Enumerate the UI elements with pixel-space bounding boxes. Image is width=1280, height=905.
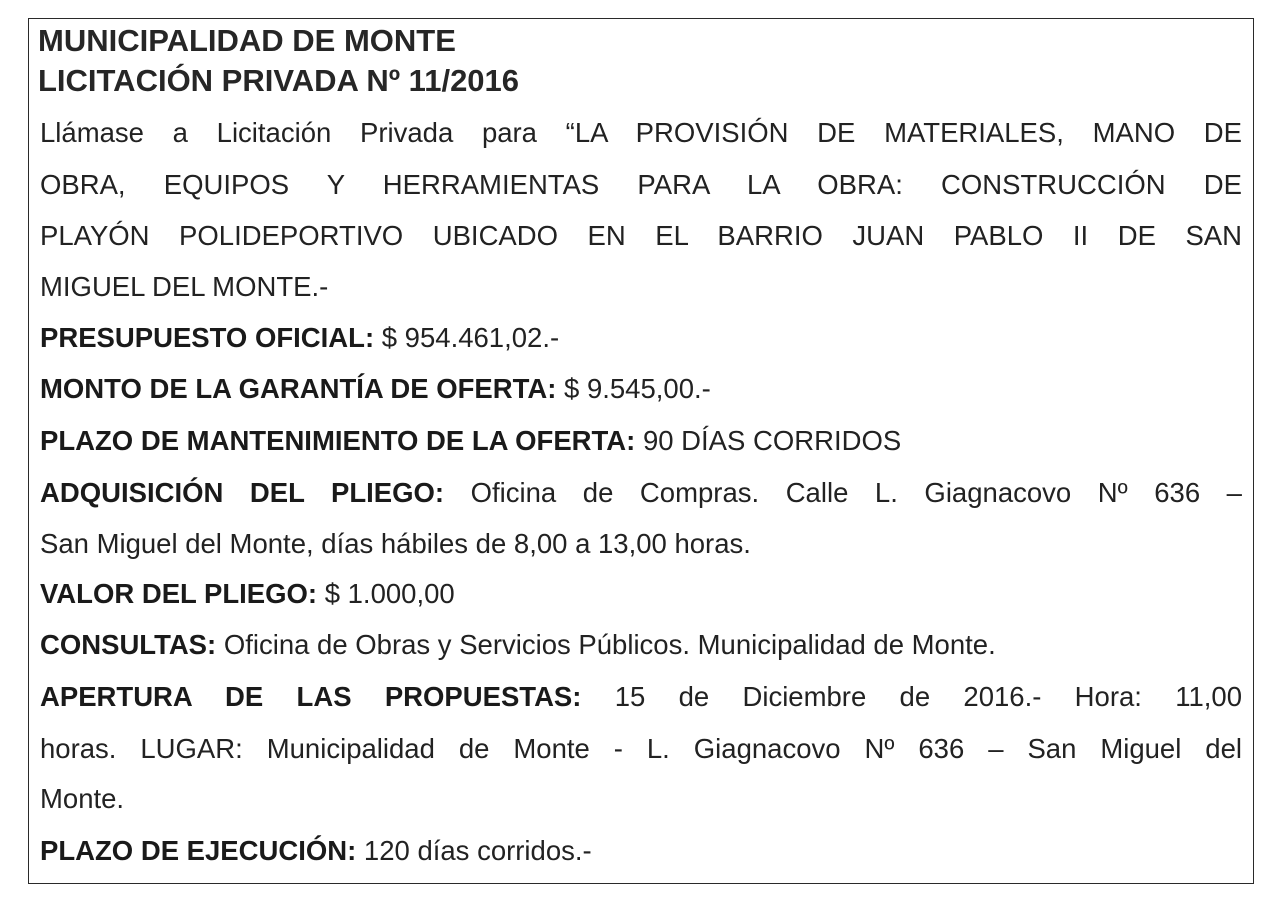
price-label: VALOR DEL PLIEGO:: [40, 578, 318, 609]
price-value: $ 1.000,00: [317, 578, 455, 609]
tender-title: LICITACIÓN PRIVADA Nº 11/2016: [38, 63, 520, 98]
maintenance-label: PLAZO DE MANTENIMIENTO DE LA OFERTA:: [40, 425, 636, 456]
acquisition-value: Oficina de Compras. Calle L. Giagnacovo Nº 636 –: [444, 477, 1242, 508]
inquiries-row: [40, 628, 996, 662]
intro-line-1: Llámase a Licitación Privada para “LA PROVISIÓN DE MATERIALES, MANO DE: [40, 117, 1242, 148]
execution-value: 120 días corridos.-: [356, 835, 592, 866]
price-row: [40, 577, 455, 611]
budget-label: PRESUPUESTO OFICIAL:: [40, 322, 375, 353]
acquisition-row: [40, 476, 1242, 510]
guarantee-row: [40, 372, 711, 406]
opening-value: 15 de Diciembre de 2016.- Hora: 11,00: [581, 681, 1242, 712]
acquisition-line-2: San Miguel del Monte, días hábiles de 8,00 a 13,00 horas.: [40, 528, 751, 559]
execution-row: [40, 834, 592, 868]
acquisition-label: ADQUISICIÓN DEL PLIEGO:: [40, 477, 445, 508]
intro-line-3: PLAYÓN POLIDEPORTIVO UBICADO EN EL BARRIO JUAN PABLO II DE SAN: [40, 220, 1242, 251]
opening-label: APERTURA DE LAS PROPUESTAS:: [40, 681, 582, 712]
guarantee-value: $ 9.545,00.-: [556, 373, 711, 404]
maintenance-row: [40, 424, 901, 458]
intro-line-4: MIGUEL DEL MONTE.-: [40, 271, 329, 302]
maintenance-value: 90 DÍAS CORRIDOS: [635, 425, 902, 456]
intro-line-2: OBRA, EQUIPOS Y HERRAMIENTAS PARA LA OBRA: CONSTRUCCIÓN DE: [40, 169, 1242, 200]
entity-title: MUNICIPALIDAD DE MONTE: [38, 23, 456, 58]
opening-row: [40, 680, 1242, 714]
budget-value: $ 954.461,02.-: [374, 322, 560, 353]
opening-line-3: Monte.: [40, 783, 125, 814]
budget-row: [40, 321, 559, 355]
guarantee-label: MONTO DE LA GARANTÍA DE OFERTA:: [40, 373, 557, 404]
execution-label: PLAZO DE EJECUCIÓN:: [40, 835, 357, 866]
opening-line-2: horas. LUGAR: Municipalidad de Monte - L. Giagnacovo Nº 636 – San Miguel del: [40, 733, 1242, 764]
inquiries-label: CONSULTAS:: [40, 629, 217, 660]
inquiries-value: Oficina de Obras y Servicios Públicos. Municipalidad de Monte.: [216, 629, 996, 660]
